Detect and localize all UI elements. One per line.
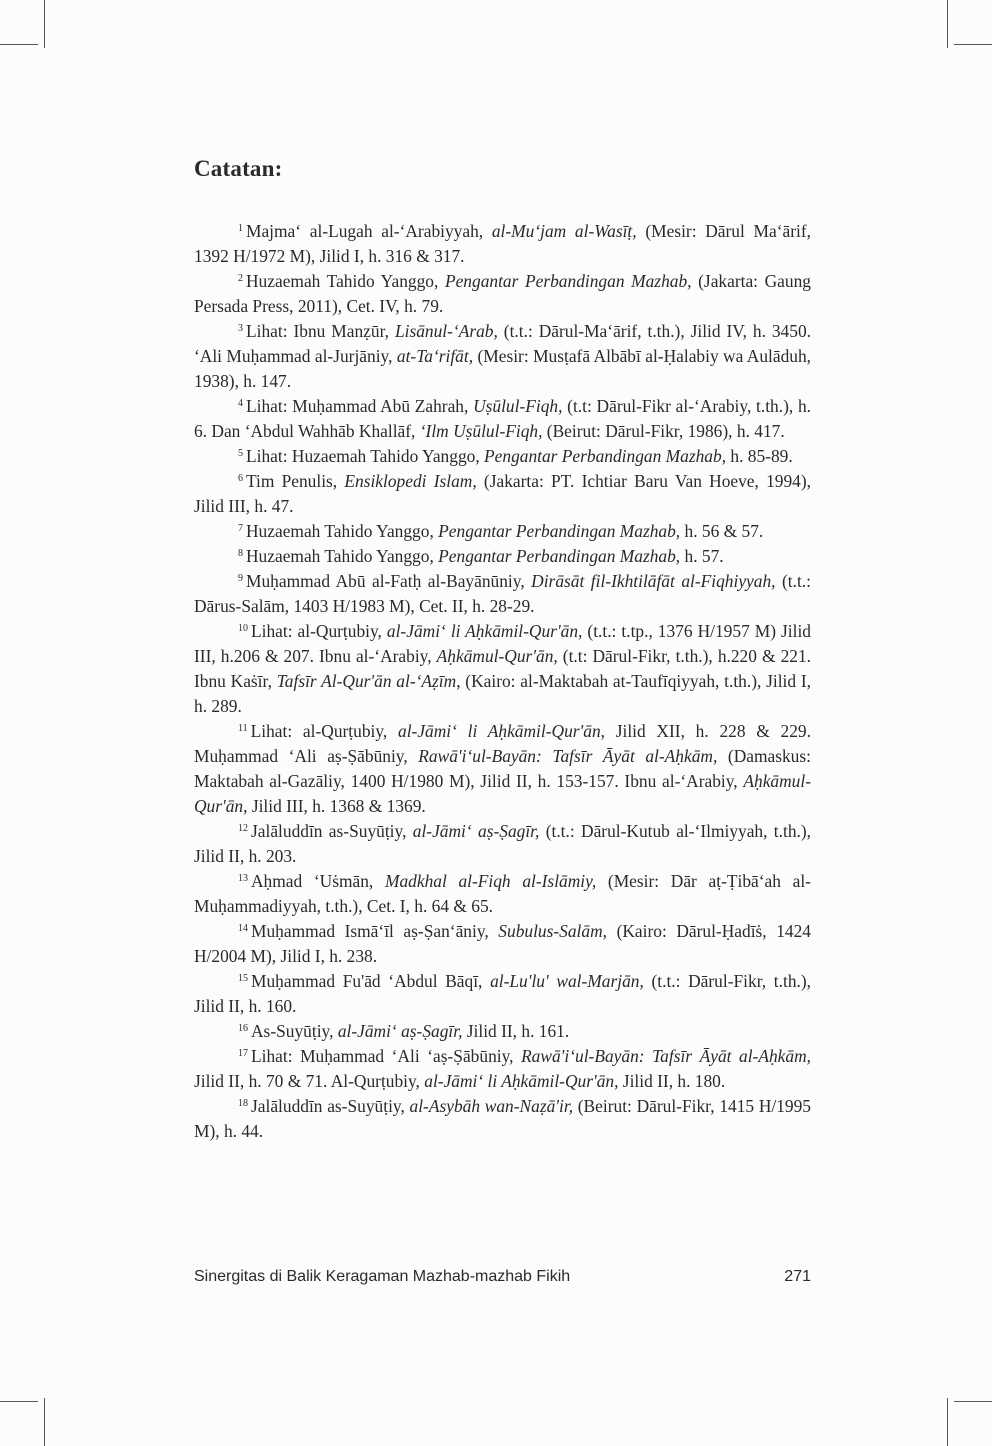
footnote bbox=[194, 869, 811, 919]
footnote-text: (Mesir: Musṭafā Albābī al-Ḥalabiy wa Aulāduh, 1938), h. 147. bbox=[194, 346, 812, 391]
footnote-number: 4 bbox=[238, 398, 243, 409]
footnote bbox=[194, 819, 811, 869]
footnote bbox=[194, 519, 811, 544]
footnotes-list bbox=[194, 219, 811, 1144]
footnote-text: Huzaemah Tahido Yanggo, bbox=[246, 271, 445, 291]
crop-mark bbox=[954, 44, 992, 45]
footnote bbox=[194, 1094, 811, 1144]
footnote-number: 12 bbox=[238, 823, 248, 834]
footnote-text: (t.t.: Dārus-Salām, 1403 H/1983 M), Cet. II, h. 28-29. bbox=[194, 571, 811, 616]
footnote-number: 14 bbox=[238, 923, 248, 934]
footnote-text: Jilid II, h. 180. bbox=[618, 1071, 726, 1091]
page-title: Catatan: bbox=[194, 156, 283, 181]
footnote-number: 6 bbox=[238, 473, 243, 484]
footnote-number: 5 bbox=[238, 448, 243, 459]
footnote-text: Lihat: al-Qurṭubiy, bbox=[250, 721, 399, 741]
footnote-title: Aḥkāmul-Qur'ān, bbox=[436, 646, 558, 666]
footnote-text: Lihat: al-Qurṭubiy, bbox=[251, 621, 387, 641]
footnote-title: Subulus-Salām bbox=[498, 921, 603, 941]
footnote-text: Jalāluddīn as-Suyūṭiy, bbox=[251, 821, 413, 841]
footnote-text: h. 57. bbox=[680, 546, 724, 566]
footnote-number: 16 bbox=[238, 1023, 248, 1034]
footnote-number: 2 bbox=[238, 273, 243, 284]
footnote-title: al-Lu'lu' wal-Marjān, bbox=[490, 971, 644, 991]
footnote-text: (Jakarta: Gaung Persada Press, 2011), Cet. IV, h. 79. bbox=[194, 271, 811, 316]
footnote-text: Muḥammad Ismā‘īl aṣ-Ṣan‘āniy, bbox=[251, 921, 499, 941]
crop-mark bbox=[954, 1401, 992, 1402]
footnote-text: (t.t.: Dārul-Kutub al-‘Ilmiyyah, t.th.), Jilid II, h. 203. bbox=[194, 821, 811, 866]
footnote-text: Muḥammad Fu'ād ‘Abdul Bāqī, bbox=[251, 971, 491, 991]
footnote-number: 1 bbox=[238, 223, 243, 234]
footnote bbox=[194, 469, 811, 519]
footnote-text: (t.t.: t.tp., 1376 H/1957 M) Jilid III, h.206 & 207. Ibnu al-‘Arabiy, bbox=[194, 621, 811, 666]
footnote-number: 9 bbox=[238, 573, 243, 584]
footnote-text: Jalāluddīn as-Suyūṭiy, bbox=[251, 1096, 410, 1116]
footnote-text: (t.t.: Dārul-Ma‘ārif, t.th.), Jilid IV, h. 3450. ‘Ali Muḥammad al-Jurjāniy, bbox=[194, 321, 811, 366]
crop-mark bbox=[0, 1401, 38, 1402]
footnote-text: Aḥmad ‘Uṡmān, bbox=[251, 871, 385, 891]
footnote-title: Lisānul-‘Arab, bbox=[394, 321, 498, 341]
footnote-text: (t.t.: Dārul-Fikr, t.th.), Jilid II, h. 160. bbox=[194, 971, 811, 1016]
footnote-title: al-Jāmi‘ aṣ-Ṣagīr, bbox=[337, 1021, 463, 1041]
footnote-title: Pengantar Perbandingan Mazhab, bbox=[438, 521, 681, 541]
footnote-title: al-Jāmi‘ li Aḥkāmil-Qur'ān bbox=[398, 721, 601, 741]
footnote bbox=[194, 394, 811, 444]
footnote bbox=[194, 319, 811, 394]
footnote-text: (Mesir: Dār aṭ-Ṭibā‘ah al-Muḥammadiyyah, t.th.), Cet. I, h. 64 & 65. bbox=[194, 871, 811, 916]
footnote-text: , (Kairo: Dārul-Ḥadīṡ, 1424 H/2004 M), Jilid I, h. 238. bbox=[194, 921, 811, 966]
footnote-title: Tafsīr Al-Qur'ān al-‘Aẓīm bbox=[276, 671, 457, 691]
footnote-number: 15 bbox=[238, 973, 248, 984]
footnote-text: Huzaemah Tahido Yanggo, bbox=[246, 546, 439, 566]
footnote-text: (Damaskus: Maktabah al-Gazāliy, 1400 H/1980 M), Jilid II, h. 153-157. Ibnu al-‘Arabiy, bbox=[194, 746, 811, 791]
footnote bbox=[194, 219, 811, 269]
footnote-text: As-Suyūṭiy, bbox=[251, 1021, 338, 1041]
footnote-title: al-Jāmi‘ li Aḥkāmil-Qur'ān, bbox=[386, 621, 583, 641]
page-number: 271 bbox=[784, 1268, 811, 1285]
footnote-title: Rawā'i‘ul-Bayān: Tafsīr Āyāt al-Aḥkām, bbox=[418, 746, 718, 766]
footnote-title: Pengantar Perbandingan Mazhab, bbox=[444, 271, 692, 291]
footnote-text: Tim Penulis, bbox=[246, 471, 345, 491]
footnote-title: al-Jāmi‘ aṣ-Ṣagīr, bbox=[412, 821, 540, 841]
footnote-title: al-Asybāh wan-Naẓā'ir, bbox=[409, 1096, 574, 1116]
footnote-title: Pengantar Perbandingan Mazhab, bbox=[438, 546, 681, 566]
footnote-number: 10 bbox=[238, 623, 248, 634]
footnote-number: 17 bbox=[238, 1048, 248, 1059]
footnote-text: , (Kairo: al-Maktabah at-Taufīqiyyah, t.th.), Jilid I, h. 289. bbox=[194, 671, 811, 716]
footnote bbox=[194, 569, 811, 619]
footnote-title: Ensiklopedi Islam, bbox=[344, 471, 477, 491]
crop-mark bbox=[44, 1398, 45, 1446]
footnote-text: (t.t: Dārul-Fikr, t.th.), h.220 & 221. Ibnu Kaṡīr, bbox=[194, 646, 812, 691]
footnote-title: Dirāsāt fil-Ikhtilāfāt al-Fiqhiyyah, bbox=[531, 571, 776, 591]
footnote-text: , h. 85-89. bbox=[721, 446, 793, 466]
footnote bbox=[194, 919, 811, 969]
footnote-text: Huzaemah Tahido Yanggo, bbox=[246, 521, 439, 541]
footnote-text: (Beirut: Dārul-Fikr, 1986), h. 417. bbox=[542, 421, 785, 441]
crop-mark bbox=[0, 44, 38, 45]
footnote bbox=[194, 444, 811, 469]
footnote-title: Rawā'i‘ul-Bayān: Tafsīr Āyāt al-Aḥkām, bbox=[521, 1046, 811, 1066]
footnote-text: (Mesir: Dārul Ma‘ārif, 1392 H/1972 M), Jilid I, h. 316 & 317. bbox=[194, 221, 811, 266]
footnote-number: 8 bbox=[238, 548, 243, 559]
crop-mark bbox=[44, 0, 45, 48]
footnote-title: Aḥkāmul-Qur'ān bbox=[194, 771, 811, 816]
footnote-title: al-Mu‘jam al-Wasīṭ, bbox=[491, 221, 637, 241]
crop-mark bbox=[947, 0, 948, 48]
footnote-title: Madkhal al-Fiqh al-Islāmiy, bbox=[384, 871, 597, 891]
footnote-title: at-Ta‘rifāt, bbox=[396, 346, 474, 366]
footnote-title: al-Jāmi‘ li Aḥkāmil-Qur'ān, bbox=[424, 1071, 619, 1091]
footnote bbox=[194, 719, 811, 819]
footnote-title: ‘Ilm Uṣūlul-Fiqh, bbox=[419, 421, 543, 441]
footnote-text: Majma‘ al-Lugah al-‘Arabiyyah, bbox=[246, 221, 492, 241]
footnote-number: 7 bbox=[238, 523, 243, 534]
footnote-number: 11 bbox=[238, 723, 248, 734]
footnote-text: Lihat: Muḥammad Abū Zahrah, bbox=[246, 396, 474, 416]
footnote-number: 18 bbox=[238, 1098, 248, 1109]
footnote-text: (Beirut: Dārul-Fikr, 1415 H/1995 M), h. 44. bbox=[194, 1096, 811, 1141]
footnote bbox=[194, 619, 811, 719]
footnote bbox=[194, 969, 811, 1019]
footnote-text: , Jilid XII, h. 228 & 229. Muḥammad ‘Ali aṣ-Ṣābūniy, bbox=[194, 721, 811, 766]
footnote-text: (t.t: Dārul-Fikr al-‘Arabiy, t.th.), h. 6. Dan ‘Abdul Wahhāb Khallāf, bbox=[194, 396, 811, 441]
footnote-text: Lihat: Ibnu Manẓūr, bbox=[246, 321, 395, 341]
crop-mark bbox=[947, 1398, 948, 1446]
footnote-text: Lihat: Muḥammad ‘Ali ‘aṣ-Ṣābūniy, bbox=[251, 1046, 522, 1066]
footnote bbox=[194, 269, 811, 319]
footnote bbox=[194, 1044, 811, 1094]
footnote-text: , Jilid III, h. 1368 & 1369. bbox=[243, 796, 426, 816]
footnote-text: Lihat: Huzaemah Tahido Yanggo, bbox=[246, 446, 485, 466]
footnote-text: Muḥammad Abū al-Fatḥ al-Bayānūniy, bbox=[246, 571, 532, 591]
footnote-text: Jilid II, h. 161. bbox=[462, 1021, 570, 1041]
footnote bbox=[194, 544, 811, 569]
running-title: Sinergitas di Balik Keragaman Mazhab-mazhab Fikih bbox=[194, 1268, 571, 1285]
footnote-number: 13 bbox=[238, 873, 248, 884]
footnote-number: 3 bbox=[238, 323, 243, 334]
footnote-text: Jilid II, h. 70 & 71. Al-Qurṭubiy, bbox=[194, 1071, 425, 1091]
footnote-title: Pengantar Perbandingan Mazhab bbox=[484, 446, 722, 466]
footnote-text: h. 56 & 57. bbox=[680, 521, 764, 541]
footnote bbox=[194, 1019, 811, 1044]
footnote-title: Uṣūlul-Fiqh, bbox=[473, 396, 563, 416]
footnote-text: (Jakarta: PT. Ichtiar Baru Van Hoeve, 1994), Jilid III, h. 47. bbox=[194, 471, 812, 516]
